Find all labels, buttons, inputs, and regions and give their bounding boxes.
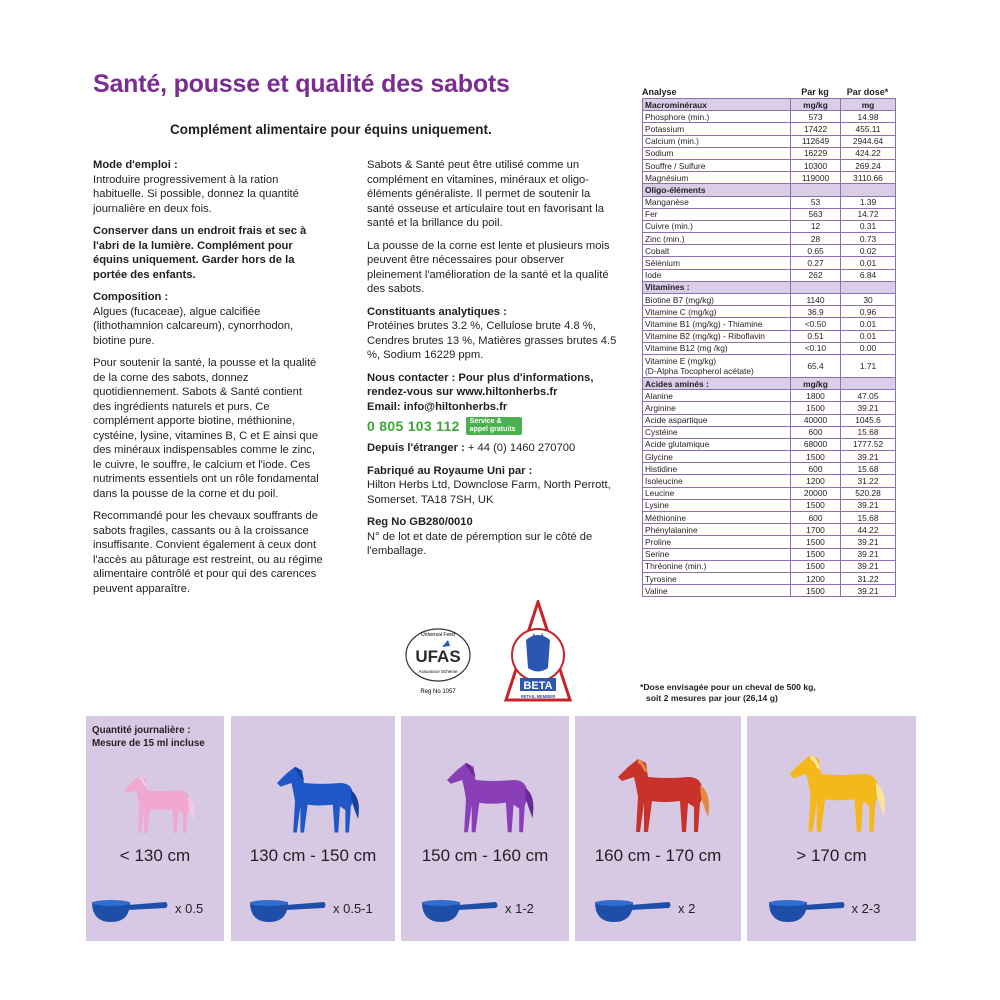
analysis-row	[643, 585, 896, 597]
ufas-logo	[406, 629, 470, 695]
value-per-kg: 1200	[791, 475, 841, 487]
nutrient-name: Oligo-éléments	[643, 184, 791, 196]
value-per-dose	[841, 377, 896, 389]
horse-icon	[401, 732, 569, 842]
nutrient-name: Manganèse	[643, 196, 791, 208]
value-per-dose	[841, 184, 896, 196]
value-per-kg: 1500	[791, 548, 841, 560]
dose-note-line2: soit 2 mesures par jour (26,14 g)	[646, 693, 778, 703]
daily-label-line2: Mesure de 15 ml incluse	[92, 738, 205, 749]
analysis-row	[643, 220, 896, 232]
nutrient-name: Acides aminés :	[643, 377, 791, 389]
analysis-row	[643, 451, 896, 463]
nutrient-name: Fer	[643, 208, 791, 220]
daily-card-5	[747, 716, 916, 941]
value-per-kg: 1700	[791, 524, 841, 536]
analysis-row	[643, 426, 896, 438]
analysis-section-row	[643, 281, 896, 293]
analysis-row	[643, 147, 896, 159]
analysis-row	[643, 572, 896, 584]
reg-text: N° de lot et date de péremption sur le côté de l'emballage.	[367, 530, 593, 557]
value-per-kg: 16229	[791, 147, 841, 159]
storage-text: Conserver dans un endroit frais et sec à l'abri de la lumière. Complément pour équins uniquement. Garder hors de la portée des enfants.	[93, 225, 307, 281]
analysis-row	[643, 135, 896, 147]
value-per-dose: 15.68	[841, 512, 896, 524]
analysis-row	[643, 330, 896, 342]
nutrient-name: Isoleucine	[643, 475, 791, 487]
analysis-row	[643, 499, 896, 511]
value-per-kg: 0.27	[791, 257, 841, 269]
nutrient-name: Glycine	[643, 451, 791, 463]
value-per-kg: 53	[791, 196, 841, 208]
height-range: < 130 cm	[119, 846, 191, 865]
abroad-label: Depuis l'étranger :	[367, 442, 465, 454]
nutrient-name: Alanine	[643, 390, 791, 402]
nutrient-name: Vitamine B12 (mg /kg)	[643, 342, 791, 354]
value-per-kg: 40000	[791, 414, 841, 426]
constituants-text: Protéines brutes 3.2 %, Cellulose brute 4.8 %, Cendres brutes 13 %, Matières grasses brutes 4.5 %, Sodium 16229 ppm.	[367, 320, 617, 361]
recommendation-paragraph: Recommandé pour les chevaux souffrants de sabots fragiles, cassants ou à la croissance insuffisante. Convient également à ceux dont l'accès au pâturage est restreint, ou au régime alimentaire contrôlé et pour qui des carences peuvent apparaître.	[93, 510, 323, 595]
value-per-kg: 36.9	[791, 306, 841, 318]
made-text: Hilton Herbs Ltd, Downclose Farm, North Perrott, Somerset. TA18 7SH, UK	[367, 479, 611, 506]
nutrient-name: Iode	[643, 269, 791, 281]
phone-number[interactable]: 0 805 103 112	[367, 417, 460, 434]
value-per-kg: 1500	[791, 536, 841, 548]
analysis-row	[643, 342, 896, 354]
beta-name-text: BETA	[523, 680, 553, 692]
nutrient-name-line2: (D-Alpha Tocopherol acétate)	[645, 365, 754, 376]
analysis-row	[643, 111, 896, 123]
analysis-row	[643, 438, 896, 450]
value-per-dose: 39.21	[841, 585, 896, 597]
value-per-kg: 12	[791, 220, 841, 232]
value-per-dose: 44.22	[841, 524, 896, 536]
value-per-kg: 1200	[791, 572, 841, 584]
analysis-section-row	[643, 184, 896, 196]
height-range: 150 cm - 160 cm	[421, 846, 549, 865]
value-per-dose: 6.84	[841, 269, 896, 281]
value-per-dose: 14.72	[841, 208, 896, 220]
measuring-scoop-icon	[767, 896, 847, 926]
value-per-dose: 39.21	[841, 536, 896, 548]
analysis-row	[643, 487, 896, 499]
analysis-row	[643, 463, 896, 475]
analysis-row	[643, 159, 896, 171]
value-per-dose: 31.22	[841, 572, 896, 584]
analysis-row	[643, 560, 896, 572]
analysis-row	[643, 548, 896, 560]
scoop-quantity: x 2	[678, 901, 696, 916]
value-per-kg: 28	[791, 233, 841, 245]
measuring-scoop-icon	[248, 896, 328, 926]
analysis-row	[643, 318, 896, 330]
daily-card-4	[575, 716, 741, 941]
dose-note	[640, 682, 910, 704]
analysis-row	[643, 172, 896, 184]
scoop-quantity: x 0.5	[175, 901, 204, 916]
nutrient-name: Leucine	[643, 487, 791, 499]
value-per-kg: 0.65	[791, 245, 841, 257]
height-range: 160 cm - 170 cm	[594, 846, 722, 865]
value-per-dose: 269.24	[841, 159, 896, 171]
value-per-dose: 39.21	[841, 548, 896, 560]
contact-email[interactable]: Email: info@hiltonherbs.fr	[367, 400, 508, 413]
text-column-left	[93, 158, 323, 604]
value-per-kg: 119000	[791, 172, 841, 184]
value-per-kg: 10300	[791, 159, 841, 171]
value-per-kg: 262	[791, 269, 841, 281]
value-per-kg: 1500	[791, 499, 841, 511]
analysis-row	[643, 123, 896, 135]
scoop-quantity: x 0.5-1	[333, 901, 373, 916]
nutrient-name: Acide glutamique	[643, 438, 791, 450]
daily-quantity-band	[86, 716, 916, 941]
value-per-dose: 30	[841, 294, 896, 306]
value-per-kg: 600	[791, 426, 841, 438]
value-per-kg: <0.50	[791, 318, 841, 330]
mode-heading: Mode d'emploi :	[93, 159, 178, 171]
nutrient-name: Tyrosine	[643, 572, 791, 584]
analysis-row	[643, 208, 896, 220]
analysis-row	[643, 245, 896, 257]
value-per-kg: 112649	[791, 135, 841, 147]
value-per-dose: 424.22	[841, 147, 896, 159]
ufas-name-text: UFAS	[415, 647, 461, 666]
value-per-kg: 0.51	[791, 330, 841, 342]
analysis-row	[643, 512, 896, 524]
nutrient-name: Biotine B7 (mg/kg)	[643, 294, 791, 306]
value-per-dose: 520.28	[841, 487, 896, 499]
contact-heading: Nous contacter : Pour plus d'informations, rendez-vous sur www.hiltonherbs.fr	[367, 371, 594, 398]
nutrient-name: Macrominéraux	[643, 99, 791, 111]
value-per-dose: 15.68	[841, 463, 896, 475]
nutrient-name: Arginine	[643, 402, 791, 414]
value-per-kg: mg/kg	[791, 99, 841, 111]
page-title: Santé, pousse et qualité des sabots	[93, 70, 510, 98]
reg-heading: Reg No GB280/0010	[367, 516, 473, 528]
nutrient-name: Phosphore (min.)	[643, 111, 791, 123]
analysis-row	[643, 414, 896, 426]
nutrient-name: Acide aspartique	[643, 414, 791, 426]
value-per-kg: 65.4	[791, 354, 841, 377]
analysis-header	[642, 85, 897, 98]
certification-logos	[398, 600, 598, 715]
made-heading: Fabriqué au Royaume Uni par :	[367, 464, 533, 477]
nutrient-name: Zinc (min.)	[643, 233, 791, 245]
constituants-heading: Constituants analytiques :	[367, 305, 507, 318]
value-per-dose: 47.05	[841, 390, 896, 402]
benefits-paragraph: Pour soutenir la santé, la pousse et la qualité de la corne des sabots, donnez quotidiennement. Sabots & Santé contient des ingrédients naturels et purs. Ce complément apporte biotine, méthionine, cystéine, lysine, vitamines B, C et E ainsi que des minéraux indispensables comme le zinc, le cuivre, le souffre, le calcium et l'iode. Ces nutriments essentiels ont un rôle fondamental dans la pousse de la corne et du poil.	[93, 357, 319, 500]
value-per-dose: 1.39	[841, 196, 896, 208]
daily-label-line1: Quantité journalière :	[92, 725, 191, 736]
value-per-dose: 0.31	[841, 220, 896, 232]
measuring-scoop-icon	[593, 896, 673, 926]
horse-icon	[747, 732, 916, 842]
text-column-right	[367, 158, 619, 567]
phone-row	[367, 417, 619, 435]
free-call-badge: Service & appel gratuits	[466, 417, 522, 435]
dose-note-line1: *Dose envisagée pour un cheval de 500 kg,	[640, 682, 816, 692]
value-per-dose: 0.02	[841, 245, 896, 257]
nutrient-name: Lysine	[643, 499, 791, 511]
scoop-quantity: x 2-3	[851, 901, 881, 916]
value-per-dose: 0.01	[841, 330, 896, 342]
value-per-dose: 2944.64	[841, 135, 896, 147]
value-per-kg: <0.10	[791, 342, 841, 354]
beta-logo	[506, 602, 570, 700]
value-per-dose: 1777.52	[841, 438, 896, 450]
nutrient-name: Magnésium	[643, 172, 791, 184]
value-per-kg: 1500	[791, 402, 841, 414]
horse-icon	[575, 732, 741, 842]
nutrient-name: Serine	[643, 548, 791, 560]
value-per-kg: 600	[791, 512, 841, 524]
beta-sub-text: RETAIL MEMBER	[520, 694, 556, 699]
analysis-row	[643, 269, 896, 281]
nutrient-name: Sodium	[643, 147, 791, 159]
daily-card-3	[401, 716, 569, 941]
value-per-dose: 0.00	[841, 342, 896, 354]
nutrient-name-line1: Vitamine E (mg/kg)	[645, 355, 717, 366]
page-subtitle: Complément alimentaire pour équins uniquement.	[170, 122, 492, 137]
value-per-dose: 3110.66	[841, 172, 896, 184]
value-per-dose	[841, 281, 896, 293]
height-range: 130 cm - 150 cm	[249, 846, 377, 865]
nutrient-name: Méthionine	[643, 512, 791, 524]
nutrient-name: Souffre / Sulfure	[643, 159, 791, 171]
analysis-section-row	[643, 99, 896, 111]
value-per-dose: 1045.6	[841, 414, 896, 426]
value-per-kg	[791, 281, 841, 293]
col-perkg-header: Par kg	[801, 86, 829, 97]
value-per-dose: mg	[841, 99, 896, 111]
value-per-kg	[791, 184, 841, 196]
value-per-dose: 31.22	[841, 475, 896, 487]
value-per-dose: 0.96	[841, 306, 896, 318]
analysis-table	[642, 98, 896, 597]
nutrient-name: Cystéine	[643, 426, 791, 438]
value-per-dose: 1.71	[841, 354, 896, 377]
analysis-table-block	[642, 85, 897, 597]
value-per-kg: mg/kg	[791, 377, 841, 389]
value-per-dose: 0.01	[841, 318, 896, 330]
col-perdose-header: Par dose*	[846, 86, 889, 97]
usage-paragraph: Sabots & Santé peut être utilisé comme un complément en vitamines, minéraux et oligo-éléments généraliste. Il permet de soutenir la santé osseuse et articulaire tout en favorisant la santé et la brillance du poil.	[367, 159, 604, 229]
nutrient-name: Cuivre (min.)	[643, 220, 791, 232]
analysis-row	[643, 475, 896, 487]
nutrient-name: Thréonine (min.)	[643, 560, 791, 572]
analysis-row	[643, 536, 896, 548]
value-per-kg: 573	[791, 111, 841, 123]
analysis-row	[643, 257, 896, 269]
value-per-dose: 455.11	[841, 123, 896, 135]
ufas-sub-text: Assurance Scheme	[418, 669, 458, 674]
value-per-dose: 39.21	[841, 402, 896, 414]
nutrient-name: Valine	[643, 585, 791, 597]
value-per-dose: 39.21	[841, 451, 896, 463]
measuring-scoop-icon	[90, 896, 170, 926]
analysis-row	[643, 306, 896, 318]
abroad-number[interactable]: + 44 (0) 1460 270700	[467, 442, 576, 454]
height-range: > 170 cm	[796, 846, 867, 865]
mode-text: Introduire progressivement à la ration habituelle. Si possible, donnez la quantité journalière en deux fois.	[93, 173, 299, 215]
nutrient-name: Vitamine B2 (mg/kg) - Riboflavin	[643, 330, 791, 342]
composition-text: Algues (fucaceae), algue calcifiée (lithothamnion calcareum), cynorrhodon, biotine pure.	[93, 305, 294, 347]
nutrient-name	[643, 354, 791, 377]
nutrient-name: Proline	[643, 536, 791, 548]
value-per-dose: 0.73	[841, 233, 896, 245]
scoop-quantity: x 1-2	[505, 901, 534, 916]
composition-heading: Composition :	[93, 291, 169, 303]
analysis-row	[643, 524, 896, 536]
value-per-kg: 563	[791, 208, 841, 220]
nutrient-name: Sélénium	[643, 257, 791, 269]
nutrient-name: Vitamine B1 (mg/kg) - Thiamine	[643, 318, 791, 330]
value-per-dose: 39.21	[841, 560, 896, 572]
value-per-kg: 68000	[791, 438, 841, 450]
nutrient-name: Vitamines :	[643, 281, 791, 293]
value-per-kg: 600	[791, 463, 841, 475]
value-per-kg: 1500	[791, 585, 841, 597]
ufas-top-text: Universal Feed	[421, 632, 455, 638]
analysis-row	[643, 196, 896, 208]
nutrient-name: Potassium	[643, 123, 791, 135]
nutrient-name: Vitamine C (mg/kg)	[643, 306, 791, 318]
value-per-dose: 15.68	[841, 426, 896, 438]
analysis-row	[643, 402, 896, 414]
nutrient-name: Cobalt	[643, 245, 791, 257]
value-per-kg: 20000	[791, 487, 841, 499]
analysis-section-row	[643, 377, 896, 389]
logos-graphic	[398, 600, 598, 715]
analysis-heading: Analyse	[642, 86, 677, 97]
value-per-kg: 1500	[791, 560, 841, 572]
measuring-scoop-icon	[420, 896, 500, 926]
nutrient-name: Calcium (min.)	[643, 135, 791, 147]
analysis-row	[643, 233, 896, 245]
analysis-row	[643, 294, 896, 306]
value-per-kg: 1800	[791, 390, 841, 402]
daily-card-2	[231, 716, 395, 941]
analysis-row	[643, 354, 896, 377]
value-per-kg: 17422	[791, 123, 841, 135]
value-per-kg: 1140	[791, 294, 841, 306]
daily-quantity-label	[92, 724, 205, 750]
growth-paragraph: La pousse de la corne est lente et plusieurs mois peuvent être nécessaires pour observer pleinement l'amélioration de la santé et la qualité des sabots.	[367, 239, 610, 295]
horse-icon	[231, 732, 395, 842]
nutrient-name: Phénylalanine	[643, 524, 791, 536]
nutrient-name: Histidine	[643, 463, 791, 475]
value-per-dose: 39.21	[841, 499, 896, 511]
value-per-dose: 14.98	[841, 111, 896, 123]
analysis-row	[643, 390, 896, 402]
ufas-reg-text: Reg No 1057	[420, 689, 456, 695]
value-per-kg: 1500	[791, 451, 841, 463]
value-per-dose: 0.01	[841, 257, 896, 269]
